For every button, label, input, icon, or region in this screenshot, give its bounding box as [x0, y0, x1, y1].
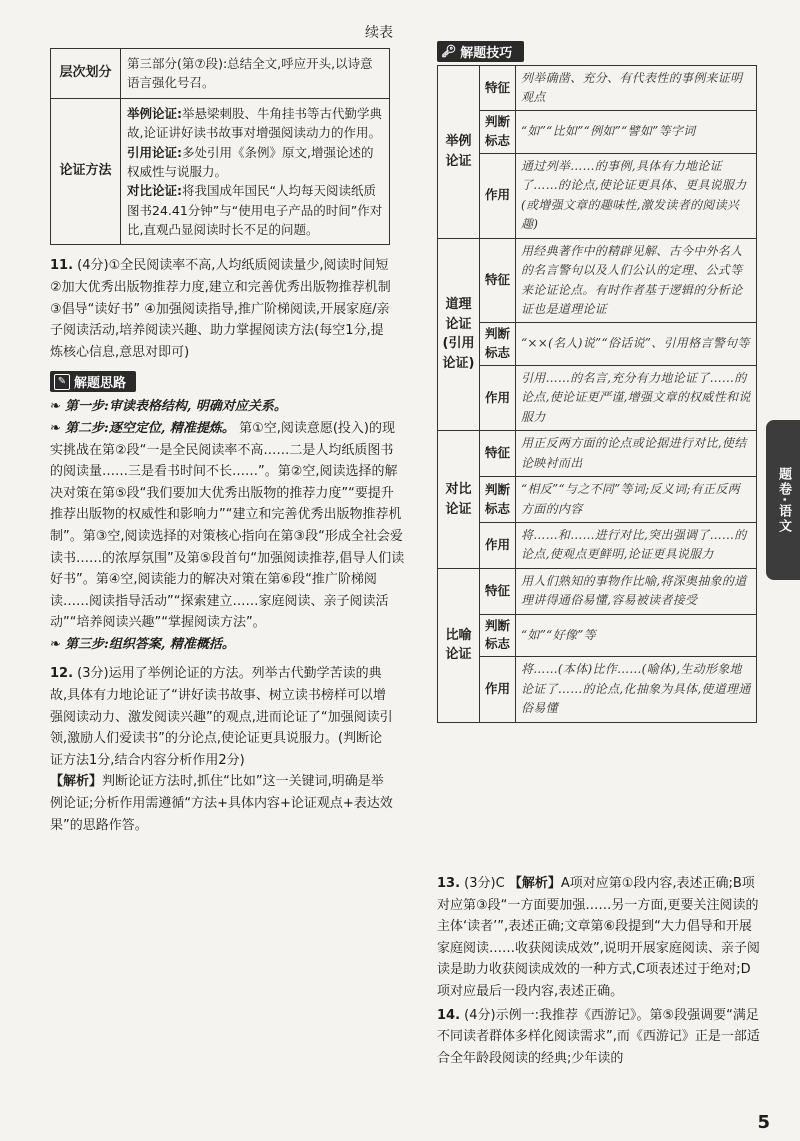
tips-body: 列举确凿、充分、有代表性的事例来证明观点 — [516, 65, 757, 111]
table-row — [51, 49, 390, 99]
tips-table — [437, 65, 757, 723]
tips-body: 用正反两方面的论点或论据进行对比,使结论映衬而出 — [516, 431, 757, 477]
tips-sub-label: 作用 — [480, 153, 516, 238]
table-row-head: 论证方法 — [51, 98, 121, 245]
answer-text: (4分)示例一:我推荐《西游记》。第⑤段强调要“满足不同读者群体多样化阅读需求”,而《西游记》正是一部适合全年龄段阅读的经典;少年读的 — [437, 1007, 760, 1066]
tips-body: “如”“比如”“例如”“譬如”等字词 — [516, 111, 757, 154]
tips-body: 通过列举……的事例,具体有力地论证了……的论点,使论证更具体、更具说服力(或增强文章的趣味性,激发读者的阅读兴趣) — [516, 153, 757, 238]
question-number: 14. — [437, 1007, 461, 1023]
thinking-tag — [50, 371, 136, 392]
table-row — [438, 657, 757, 722]
question-number: 12. — [50, 666, 74, 682]
right-answers — [437, 873, 763, 1071]
method-line — [127, 181, 383, 239]
tips-category: 对比论证 — [438, 431, 480, 569]
structure-table — [50, 48, 390, 245]
analysis-text: A项对应第①段内容,表述正确;B项对应第③段“一方面要加强……另一方面,更要关注阅读的主体‘读者’”,表述正确;文章第⑥段提到“大力倡导和开展家庭阅读……收获阅读成效”,说明开展家庭阅读、亲子阅读是助力收获阅读成效的一种方式,C项表述过于绝对;D项对应最后一段内容,表述正确。 — [437, 876, 760, 999]
method-label: 对比论证: — [127, 183, 182, 199]
step-label: 第二步: — [65, 420, 109, 436]
tips-category: 举例论证 — [438, 65, 480, 238]
step-text: 第①空,阅读意愿(投入)的现实挑战在第②段“一是全民阅读率不高……二是人均纸质图书的阅读量……三是看书时间不长……”。第②空,阅读选择的解决对策在第⑤段“我们要加大优秀出版物的推荐力度”“要提升推荐出版物的权威性和影响力”“建立和完善优秀出版物推荐机制”。第③空,阅读选择的对策核心指向在第③段“形成全社会爱读书……的浓厚氛围”及第⑤段首句“加强阅读推荐,倡导人们读好书”。第④空,阅读能力的解决对策在第⑥段“推广阶梯阅读……阅读指导活动”“探索建立……家庭阅读、亲子阅读活动”“培养阅读兴趣”“掌握阅读方法”。 — [50, 420, 405, 631]
table-row — [438, 614, 757, 657]
method-text: 举悬梁刺股、牛角挂书等古代勤学典故,论证讲好读书故事对增强阅读动力的作用。 — [127, 105, 383, 141]
tips-body: “相反”“与之不同”等词;反义词;有正反两方面的内容 — [516, 477, 757, 523]
table-row — [51, 98, 390, 245]
tips-body: 引用……的名言,充分有力地论证了……的论点,使论证更严谨,增强文章的权威性和说服力 — [516, 365, 757, 430]
table-row — [438, 153, 757, 238]
leaf-icon: ❧ — [50, 420, 61, 436]
table-row — [438, 323, 757, 366]
table-row — [438, 431, 757, 477]
table-row-content — [121, 98, 390, 245]
analysis-label: 【解析】 — [50, 774, 103, 790]
tips-sub-label: 作用 — [480, 657, 516, 722]
tips-body: 将……和……进行对比,突出强调了……的论点,使观点更鲜明,论证更具说服力 — [516, 522, 757, 568]
method-line — [127, 143, 383, 182]
leaf-icon: ❧ — [50, 636, 61, 652]
question-13-answer — [437, 873, 763, 1003]
tips-body: 用人们熟知的事物作比喻,将深奥抽象的道理讲得通俗易懂,容易被读者接受 — [516, 568, 757, 614]
table-row — [438, 477, 757, 523]
tips-sub-label: 判断标志 — [480, 323, 516, 366]
method-label: 引用论证: — [127, 144, 182, 160]
left-column — [50, 22, 405, 836]
table-row-head: 层次划分 — [51, 49, 121, 99]
continued-label: 续表 — [365, 25, 393, 41]
table-row-content — [121, 49, 390, 99]
table-row-text: 第三部分(第⑦段):总结全文,呼应开头,以诗意语言强化号召。 — [127, 56, 373, 91]
question-number: 11. — [50, 258, 74, 274]
table-row — [438, 568, 757, 614]
method-text: 多处引用《条例》原文,增强论述的权威性与说服力。 — [127, 144, 374, 179]
page-number: 5 — [757, 1112, 770, 1133]
tips-tag — [437, 41, 524, 62]
table-row — [438, 111, 757, 154]
tips-sub-label: 判断标志 — [480, 111, 516, 154]
question-14-answer — [437, 1005, 763, 1070]
method-label: 举例论证: — [127, 105, 182, 121]
tips-body: “如”“好像”等 — [516, 614, 757, 657]
tips-category: 比喻论证 — [438, 568, 480, 722]
tips-category: 道理论证(引用论证) — [438, 238, 480, 431]
tips-body: 用经典著作中的精辟见解、古今中外名人的名言警句以及人们公认的定理、公式等来论证论点。有时作者基于逻辑的分析论证也是道理论证 — [516, 238, 757, 323]
leaf-icon: ❧ — [50, 399, 61, 415]
question-12-answer — [50, 663, 395, 771]
tips-sub-label: 判断标志 — [480, 477, 516, 523]
step-text: 组织答案, 精准概括。 — [108, 636, 235, 652]
question-11-answer — [50, 255, 395, 363]
pencil-note-icon: ✎ — [54, 374, 70, 390]
question-12-analysis — [50, 771, 395, 836]
table-row — [438, 365, 757, 430]
tips-sub-label: 判断标志 — [480, 614, 516, 657]
tips-sub-label: 作用 — [480, 522, 516, 568]
thinking-tag-label: 解题思路 — [74, 376, 127, 392]
tips-body: 将……(本体)比作……(喻体),生动形象地论证了……的论点,化抽象为具体,使道理通俗易懂 — [516, 657, 757, 722]
tips-sub-label: 特征 — [480, 238, 516, 323]
step-2 — [50, 418, 405, 634]
step-1 — [50, 396, 405, 418]
tips-tag-label: 解题技巧 — [460, 45, 513, 61]
right-column — [437, 40, 757, 723]
tips-sub-label: 作用 — [480, 365, 516, 430]
step-text: 审读表格结构, 明确对应关系。 — [108, 399, 287, 415]
step-label: 第一步: — [65, 399, 109, 415]
tips-sub-label: 特征 — [480, 65, 516, 111]
analysis-text: 判断论证方法时,抓住“比如”这一关键词,明确是举例论证;分析作用需遵循“方法+具体内容+论证观点+表达效果”的思路作答。 — [50, 774, 393, 833]
step-3 — [50, 634, 405, 656]
tips-sub-label: 特征 — [480, 568, 516, 614]
side-tab: 题卷·语文 — [766, 420, 800, 580]
table-row — [438, 238, 757, 323]
step-label: 第三步: — [65, 636, 109, 652]
key-icon: 🔑︎ — [441, 44, 457, 58]
answer-text: (4分)①全民阅读率不高,人均纸质阅读量少,阅读时间短 ②加大优秀出版物推荐力度,建立和完善优秀出版物推荐机制 ③倡导“读好书” ④加强阅读指导,推广阶梯阅读,开展家庭/亲子阅读活动,培养阅读兴趣、助力掌握阅读方法(每空1分,提炼核心信息,意思对即可) — [50, 258, 391, 360]
answer-text: (3分)运用了举例论证的方法。列举古代勤学苦读的典故,具体有力地论证了“讲好读书故事、树立读书榜样可以增强阅读动力、激发阅读兴趣”的观点,进而论证了“加强阅读引领,激励人们爱读书”的分论点,使论证更具说服力。(判断论证方法1分,结合内容分析作用2分) — [50, 666, 393, 768]
table-row — [438, 522, 757, 568]
method-line — [127, 104, 383, 143]
analysis-label: 【解析】 — [508, 876, 561, 891]
table-row — [438, 65, 757, 111]
step-hand-text: 逐空定位, 精准提炼。 — [108, 420, 235, 436]
answer-choice: (3分)C — [464, 876, 505, 891]
tips-body: “××(名人)说”“俗话说”、引用格言警句等 — [516, 323, 757, 366]
method-text: 将我国成年国民“人均每天阅读纸质图书24.41分钟”与“使用电子产品的时间”作对比,直观凸显阅读时长不足的问题。 — [127, 183, 383, 237]
tips-sub-label: 特征 — [480, 431, 516, 477]
question-number: 13. — [437, 876, 461, 891]
